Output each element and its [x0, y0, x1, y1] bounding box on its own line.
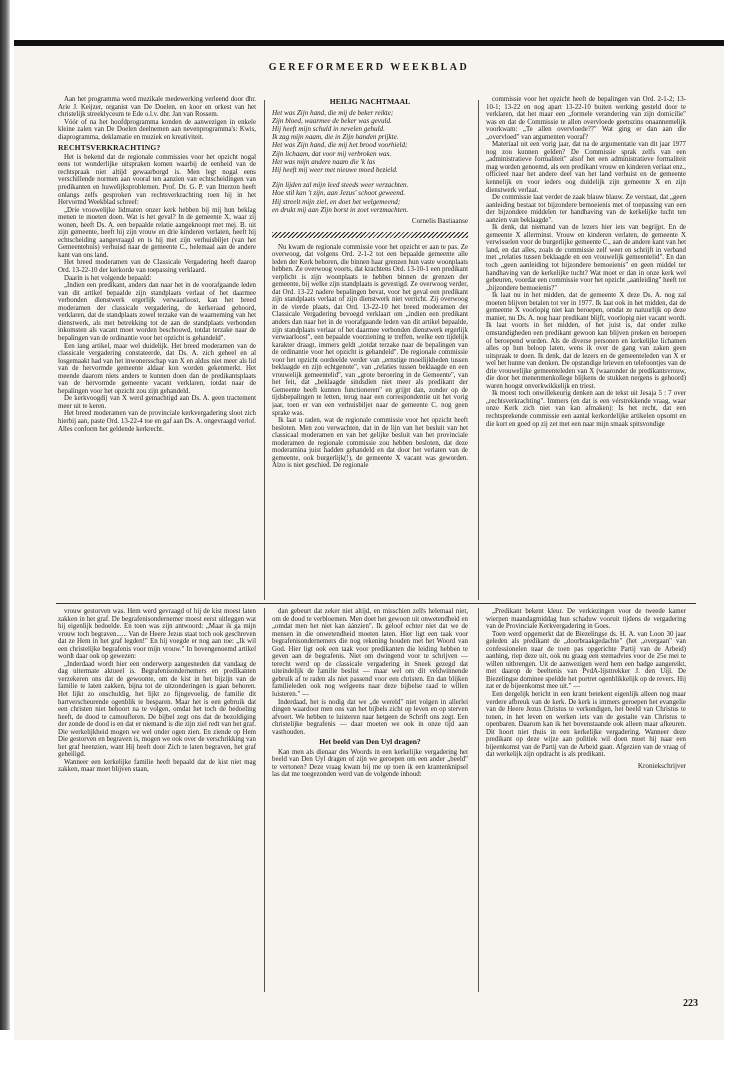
top-rule — [14, 40, 724, 46]
poem-line: Hij heeft mij weer met nieuwe moed bezield. — [272, 165, 398, 174]
paragraph: De commissie laat verder de zaak blauw blauw. Ze verstaat, dat „geen aanleiding bestaat tot bijzondere bemoeienis met of toepassing van een der bijzondere middelen ter handhaving van de kerkelijke tucht ten aanzien van beklaagde". — [486, 194, 686, 224]
section-divider — [56, 603, 696, 604]
poem-line: Zijn bloed, waarmee de beker was gevuld. — [272, 116, 392, 125]
poem-line: Het was Zijn hand, die mij het brood voorhield; — [272, 141, 408, 150]
poem-line: Zijn lijden zal mijn leed steeds weer verzachten. — [272, 181, 409, 190]
stanza-gap — [272, 174, 468, 181]
paragraph: „Indien een predikant, anders dan naar het in de voorafgaande leden van dit artikel bepaalde zijn standplaats verlaat of het daarmee verbonden dienstwerk ergerlijk verwaarloost, kan het breed moderamen der classicale vergadering, de kerkeraad gehoord, verklaren, dat de standplaats zowel terzake van de waarneming van het dienstwerk, als met betrekking tot de aan de standplaats verbonden inkomsten als vacant moet worden beschouwd, totdat terzake naar de bepalingen van de ordinantie voor het opzicht is gehandeld". — [58, 282, 256, 342]
top-column-3 — [486, 96, 686, 601]
paragraph: Ik denk, dat niemand van de lezers hier iets van begrijpt. En de gemeente X allerminst. Vrouw en kinderen verlaten, de gemeente X verwisselen voor de burgerlijke gemeente C., aan de andere kant van het land, en dat alles, zoals de commissie zelf weet en schrijft in verband met „relaties tussen beklaagde en een vrouwelijk gemeentelid". En dan toch „geen aanleiding tot bijzondere bemoeienis" en geen middel ter handhaving van de kerkelijke tucht? Wat moet er dan in onze kerk wel gebeuren, voordat een commissie voor het opzicht „aanleiding" heeft tot „bijzondere bemoeienis?" — [486, 224, 686, 292]
paragraph: commissie voor het opzicht heeft de bepalingen van Ord. 2-1-2; 13-10-1; 13-22 en nog apart 13-22-10 buiten werking gesteld door te verklaren, dat het maar een „formele verandering van zijn domicilie" was en dat de Commissie te allen overvloede geenszins onaannemelijk voorkwam: „Te allen overvloede??" Wat ging er dan aan die „overvloed" van argumenten vooraf? — [486, 96, 686, 141]
paragraph: „Predikant bekent kleur. De verkiezingen voor de tweede kamer wierpen maandagmiddag hun schaduw vooruit tijdens de vergadering van de Provinciale Kerkvergadering in Goes. — [486, 608, 686, 631]
poem-line: Het was Zijn hand, die mij de beker reikte; — [272, 108, 394, 117]
page-number: 223 — [683, 998, 698, 1009]
paragraph: Een lang artikel, maar wel duidelijk. Het breed moderamen van de classicale vergadering constateerde, dat Ds. A. zich geheel en al losgemaakt had van het inwonersschap van X en aldus niet meer als lid van de hervormde gemeente aldaar kon worden gekenmerkt. Het meende daarom niets anders te kunnen doen dan de predikantsplaats van de hervormde gemeente vacant verklaren, totdat naar de bepalingen voor het opzicht zou zijn gehandeld. — [58, 342, 256, 395]
section-heading-rechtsverkrachting: RECHTSVERKRACHTING? — [58, 143, 161, 153]
paragraph: vrouw gestorven was. Hem werd gevraagd of hij de kist moest laten zakken in het graf. De begrafenisondernemer moest eerst uitleggen wat hij eigenlijk bedoelde. En toen was zijn antwoord: „Maar ik ga mijn vrouw toch begraven...... Van de Heere Jezus staat toch ook geschreven dat ze Hem in het graf legden!" En hij voegde er nog aan toe: „Ik wil een christelijke begrafenis voor mijn vrouw." In bovengenoemd artikel wordt daar ook op gewezen: — [58, 608, 256, 661]
column-divider — [478, 608, 479, 992]
paragraph: Het breed moderamen van de Classicale Vergadering heeft daarop Ord. 13-22-10 der kerkorde van toepassing verklaard. — [58, 259, 256, 275]
paragraph: dan gebeurt dat zeker niet altijd, en misschien zelfs helemaal niet, om de dood te verbloemen. Men doet het gewoon uit onwetendheid en „omdat men het niet kan áánzien". Ik geloof echter niet dat we de mensen in die onwetendheid moeten laten. Hier ligt een taak voor begrafenisondernemers die nog rekening houden met het Woord van God. Hier ligt ook een taak voor predikanten die leiding hebben te geven aan de begrafenis. Niet om dwingend voor te schrijven — terecht werd op de classicale vergadering in Sneek gezegd dat uiteindelijk de familie beslist — maar wel om dit veldwinnende gebruik af te raden als niet passend voor een christen. En dan blijken familieleden ook nog welgeens naar deze bijbelse raad te willen luisteren." — — [272, 608, 468, 699]
paragraph: Nu kwam de regionale commissie voor het opzicht er aan te pas. Ze overwoog, dat volgens Ord. 2-1-2 tot een bepaalde gemeente alle leden der Kerk behoren, die binnen haar grenzen hun vaste woonplaats hebben. Ze overwoog voorts, dat krachtens Ord. 13-10-1 een predikant verplicht is zijn woonplaats te hebben binnen de grenzen der gemeente, bij welke zijn standplaats is gevestigd. Ze overwoog verder, dat Ord. 13-22 nadere bepalingen bevat, voor het geval een predikant zijn standplaats verlaat of zijn dienstwerk niet verricht. Zij overwoog in de vierde plaats, dat Ord. 13-22-10 het breed moderamen der Classicale Vergadering bevoegd verklaart om „indien een predikant anders dan naar het in de voorafgaande leden van dit artikel bepaalde, zijn standplaats verlaat of het daarmee verbonden dienstwerk ergerlijk verwaarloost", een bepaalde voorziening te treffen, welke een tijdelijk karakter draagt, immers geldt „totdat terzake naar de bepalingen van de ordinantie voor het opzicht is gehandeld". De regionale commissie voor het opzicht oordeelde verder van „ernstige moeilijkheden tussen beklaagde en zijn echtgenote", van „relaties tussen beklaagde en een vrouwelijk gemeentelid", van „grote beroering in de Gemeente", van het feit, dat „beklaagde sindsdien niet meer als predikant der Gemeente heeft kunnen functioneren" en grijpt dan, zonder op de tijdsbepalingen te letten, terug naar een correspondentie uit het vorig jaar, toen er van een verhuisbiljet naar de gemeente C. nog geen sprake was. — [272, 243, 468, 417]
poem-line: Ik zag mijn naam, die in Zijn handen prijkte. — [272, 133, 399, 142]
poem-line: Het was mijn andere naam die 'k las — [272, 157, 376, 166]
poem-line: en drukt mij aan Zijn borst in zoet verzmachten. — [272, 205, 409, 214]
magazine-page — [14, 40, 724, 1040]
poem-line: Hoe stil kan 't zijn, aan Jezus' schoot geweend. — [272, 189, 406, 198]
column-divider — [478, 100, 479, 600]
top-column-1 — [58, 96, 256, 601]
scan-edge — [0, 0, 10, 1030]
section-heading-den-uyl: Het beeld van Den Uyl dragen? — [319, 737, 421, 747]
ornamental-divider — [272, 232, 468, 238]
bottom-column-1 — [58, 608, 256, 993]
paragraph: Inderdaad, het is nodig dat we „de wereld" niet volgen in allerlei dingen waardoor men ons van het bijbels zicht op leven en op sterven afvoert. We hebben te luisteren naar hetgeen de Schrift ons zegt. Een christelijke begrafenis — daar moeten we ook in onze tijd aan vasthouden. — [272, 698, 468, 736]
paragraph: Daarin is het volgende bepaald: — [64, 274, 152, 282]
paragraph: Een dergelijk bericht in een krant betekent eigenlijk alleen nog maar verdere afbreuk van de kerk. De kerk is immers geroepen het evangelie van de Heere Jezus Christus te verkondigen, het beeld van Christus te tonen, in het leven en werken iets van de gestalte van Christus te openbaren. Daarom kan ik het bovenstaande ook alleen maar afkeuren. Dit hoort niet thuis in een kerkelijke vergadering. Wanneer deze predikant op deze wijze aan politiek wil doen moet hij naar een bijeenkomst van de Partij van de Arbeid gaan. Afgezien van de vraag of dat werkelijk zijn opdracht is als predikant. — [486, 691, 686, 759]
paragraph: Vóór of na het hoofdprogramma konden de aanwezigen in enkele kleine zalen van De Doelen deelnemen aan nevenprogramma's: Kwis, diaprogramma, deklamatie en muziek en kreativiteit. — [58, 118, 256, 141]
running-head: GEREFORMEERD WEEKBLAD — [268, 62, 470, 73]
paragraph: Ik moest toch onwillekeurig denken aan de tekst uit Jesaja 5 : 7 over „rechtsverkrachting". Immers (en dat is een vérstrekkende vraag, waar onze Kerk zich niet van kan afmaken): Is het recht, dat een rechtsprekende commissie een aantal kerkordelijke artikelen opsomt en die kort en goed op zij zet met een naar mijn smaak spitsvondige — [486, 390, 686, 428]
paragraph: „Inderdaad wordt hier een onderwerp aangesneden dat vandaag de dag uitermate aktueel is. Begrafenisondernemers en predikanten verzekeren ons dat de gewoonte, om de kist in het bijzijn van de familie te laten zakken, bijna tot de uitzonderingen is gaan behoren. Het lijkt zo onschuldig, het lijkt zo fijngevoelig, de familie dit hartverscheurende ogenblik te besparen. Maar het is een gebruik dat een christen niet behoort na te volgen, omdat het toch de bedoeling heeft, de dood te camoufleren. De bijbel zegt ons dat de bezoldiging der zonde de dood is en dat er niemand is die zijn ziel redt van het graf. Die werkelijkheid mogen we wel onder ogen zien. En ziende op Hem Die gestorven en begraven is, mogen we ook over de verschrikking van het graf heenzien, want Hij heeft door Zich te laten begraven, het graf geheiligd. — [58, 660, 256, 759]
bottom-column-2 — [272, 608, 468, 993]
column-divider — [264, 100, 265, 600]
paragraph: Ik laat nu in het midden, dat de gemeente X deze Ds. A. nog zal moeten blijven betalen tot ver in 1977. Ik laat ook in het midden, dat de gemeente X voorlopig niet kan beroepen, omdat ze natuurlijk op deze manier, nu Ds. A. nog haar predikant blijft, voorlopig niet vacant wordt. Ik laat voorts in het midden, of het juist is, dat onder zulke omstandigheden een predikant gewoon kan blijven preken en beroepen of beroepend worden. Als de diverse personen en kerkelijke lichamen alles op hun beloop laten, wens ik over de gang van zaken geen uitspraak te doen. Ik denk, dat de lezers en de gemeenteleden van X er wel het hunne van denken. De opstandige brieven en telefoontjes van de drie vrouwelijke gemeenteleden van X (waaronder de predikantsvrouw, die door het menenmenkollege blijkens de stukken nergens is gehoord) waren hoogst onverkwikkelijk en triest. — [486, 292, 686, 390]
paragraph: Kan men als dienaar des Woords in een kerkelijke vergadering het beeld van Den Uyl dragen of zijn we geroepen om een ander „beeld" te vertonen? Deze vraag kwam bij me op toen ik een krantenknipsel las dat me toegezonden werd van de volgende inhoud: — [272, 748, 468, 779]
paragraph: De kerkvoogdij van X werd gemachtigd aan Ds. A. geen tractement meer uit te keren. — [58, 395, 256, 410]
paragraph: Ik laat u raden, wat de regionale commissie voor het opzicht heeft besloten. Men zou verwachten, dat in de lijn van het besluit van het classicaal moderamen en van het gelijke besluit van het provinciale moderamen de regionale commissie zou hebben besloten, dat deze moderamina juist hadden gehandeld en dat door het verlaten van de gemeente, ook burgerlijk(!), de gemeente X vacant was geworden. Alzo is niet geschied. De regionale — [272, 417, 468, 470]
column-divider — [264, 608, 265, 992]
paragraph: Materiaal uit een vorig jaar, dat na de argumentatie van dit jaar 1977 nog zou kunnen gelden? De Commissie sprak zelfs van een „administratieve formaliteit" alsof het een administratieve formaliteit mag worden genoemd, als een predikant vrouw en kinderen verlaat enz., officieel naar het andere deel van het land verhuist en de gemeente kennelijk en voor ieders oog duidelijk zijn gemeente X en zijn dienstwerk verlaat. — [486, 141, 686, 194]
poem-line: Hij heeft mijn schuld in nevelen gehuld. — [272, 124, 385, 133]
column-author: Kroniekschrijver — [637, 761, 686, 770]
paragraph: Wanneer een kerkelijke familie heeft bepaald dat de kist niet mag zakken, maar moet blijven staan, — [58, 758, 256, 774]
poem-line: Hij streelt mijn ziel, en doet het welgemeend; — [272, 197, 401, 206]
top-column-2 — [272, 96, 468, 601]
poem-author: Cornelis Bastiaanse — [411, 216, 468, 225]
poem-title: HEILIG NACHTMAAL — [329, 97, 411, 106]
paragraph: Het is bekend dat de regionale commissies voor het opzicht nogal eens tot wonderlijke uitspraken komen waarbij de eenheid van de rechtspraak niet altijd gewaarborgd is. Men legt nogal eens verschillende normen aan vooral ten aanzien van echtscheidingen van predikanten en huwelijksproblemen. Prof. Dr. G. P. van Itterzon heeft onlangs zelfs gesproken van rechtsverkrachting toen hij in het Hervormd Weekblad schreef: — [58, 153, 256, 207]
paragraph: „Drie vrouwelijke lidmaten onzer kerk hebben bij mij hun beklag menen te moeten doen. Wat is het geval? In de gemeente X, waar zij wonen, heeft Ds. A. een bepaalde relatie aangeknoopt met mej. B. uit zijn gemeente, heeft hij zijn vrouw en drie kinderen verlaten, heeft hij echtscheiding aangevraagd en is hij met zijn verhuisbiljet (van het Gemeentehuis) verhuisd naar de gemeente C., helemaal aan de andere kant van ons land. — [58, 206, 256, 259]
poem — [272, 109, 468, 214]
paragraph: Toen werd opgemerkt dat de Biezelingse ds. H. A. van Loon 30 jaar geleden als predikant de „doorbraakgedachte" (het „overgaan" van confessionelen naar de toen pas opgerichte Partij van de Arbeid) aanhing, riep deze uit, ook nu graag een stemadvies voor de 25e mei te willen uitbrengen. Uit de aanwezigen werd hem een badge aangereikt, met daarop de beeltenis van PvdA-lijsttrekker J. den Uijl. De Biezelingse dominee speldde het portret ogenblikkelijk op de revers. Hij zat er de bijeenkomst mee uit." — — [486, 630, 686, 691]
bottom-column-3 — [486, 608, 686, 993]
paragraph: Aan het programma werd muzikale medewerking verleend door dhr. Arie J. Keijzer, organist van De Doelen, en koor en orkest van het christelijk streeklyceum te Ede o.l.v. dhr. Jan van Rossem. — [58, 96, 256, 119]
paragraph: Het breed moderamen van de provinciale kerkvergadering sloot zich hierbij aan, paste Ord. 13-22-4 toe en gaf aan Ds. A. ongevraagd verlof. Alles conform het geldende kerkrecht. — [58, 410, 256, 433]
poem-line: Zijn lichaam, dat voor mij verbroken was. — [272, 149, 392, 158]
